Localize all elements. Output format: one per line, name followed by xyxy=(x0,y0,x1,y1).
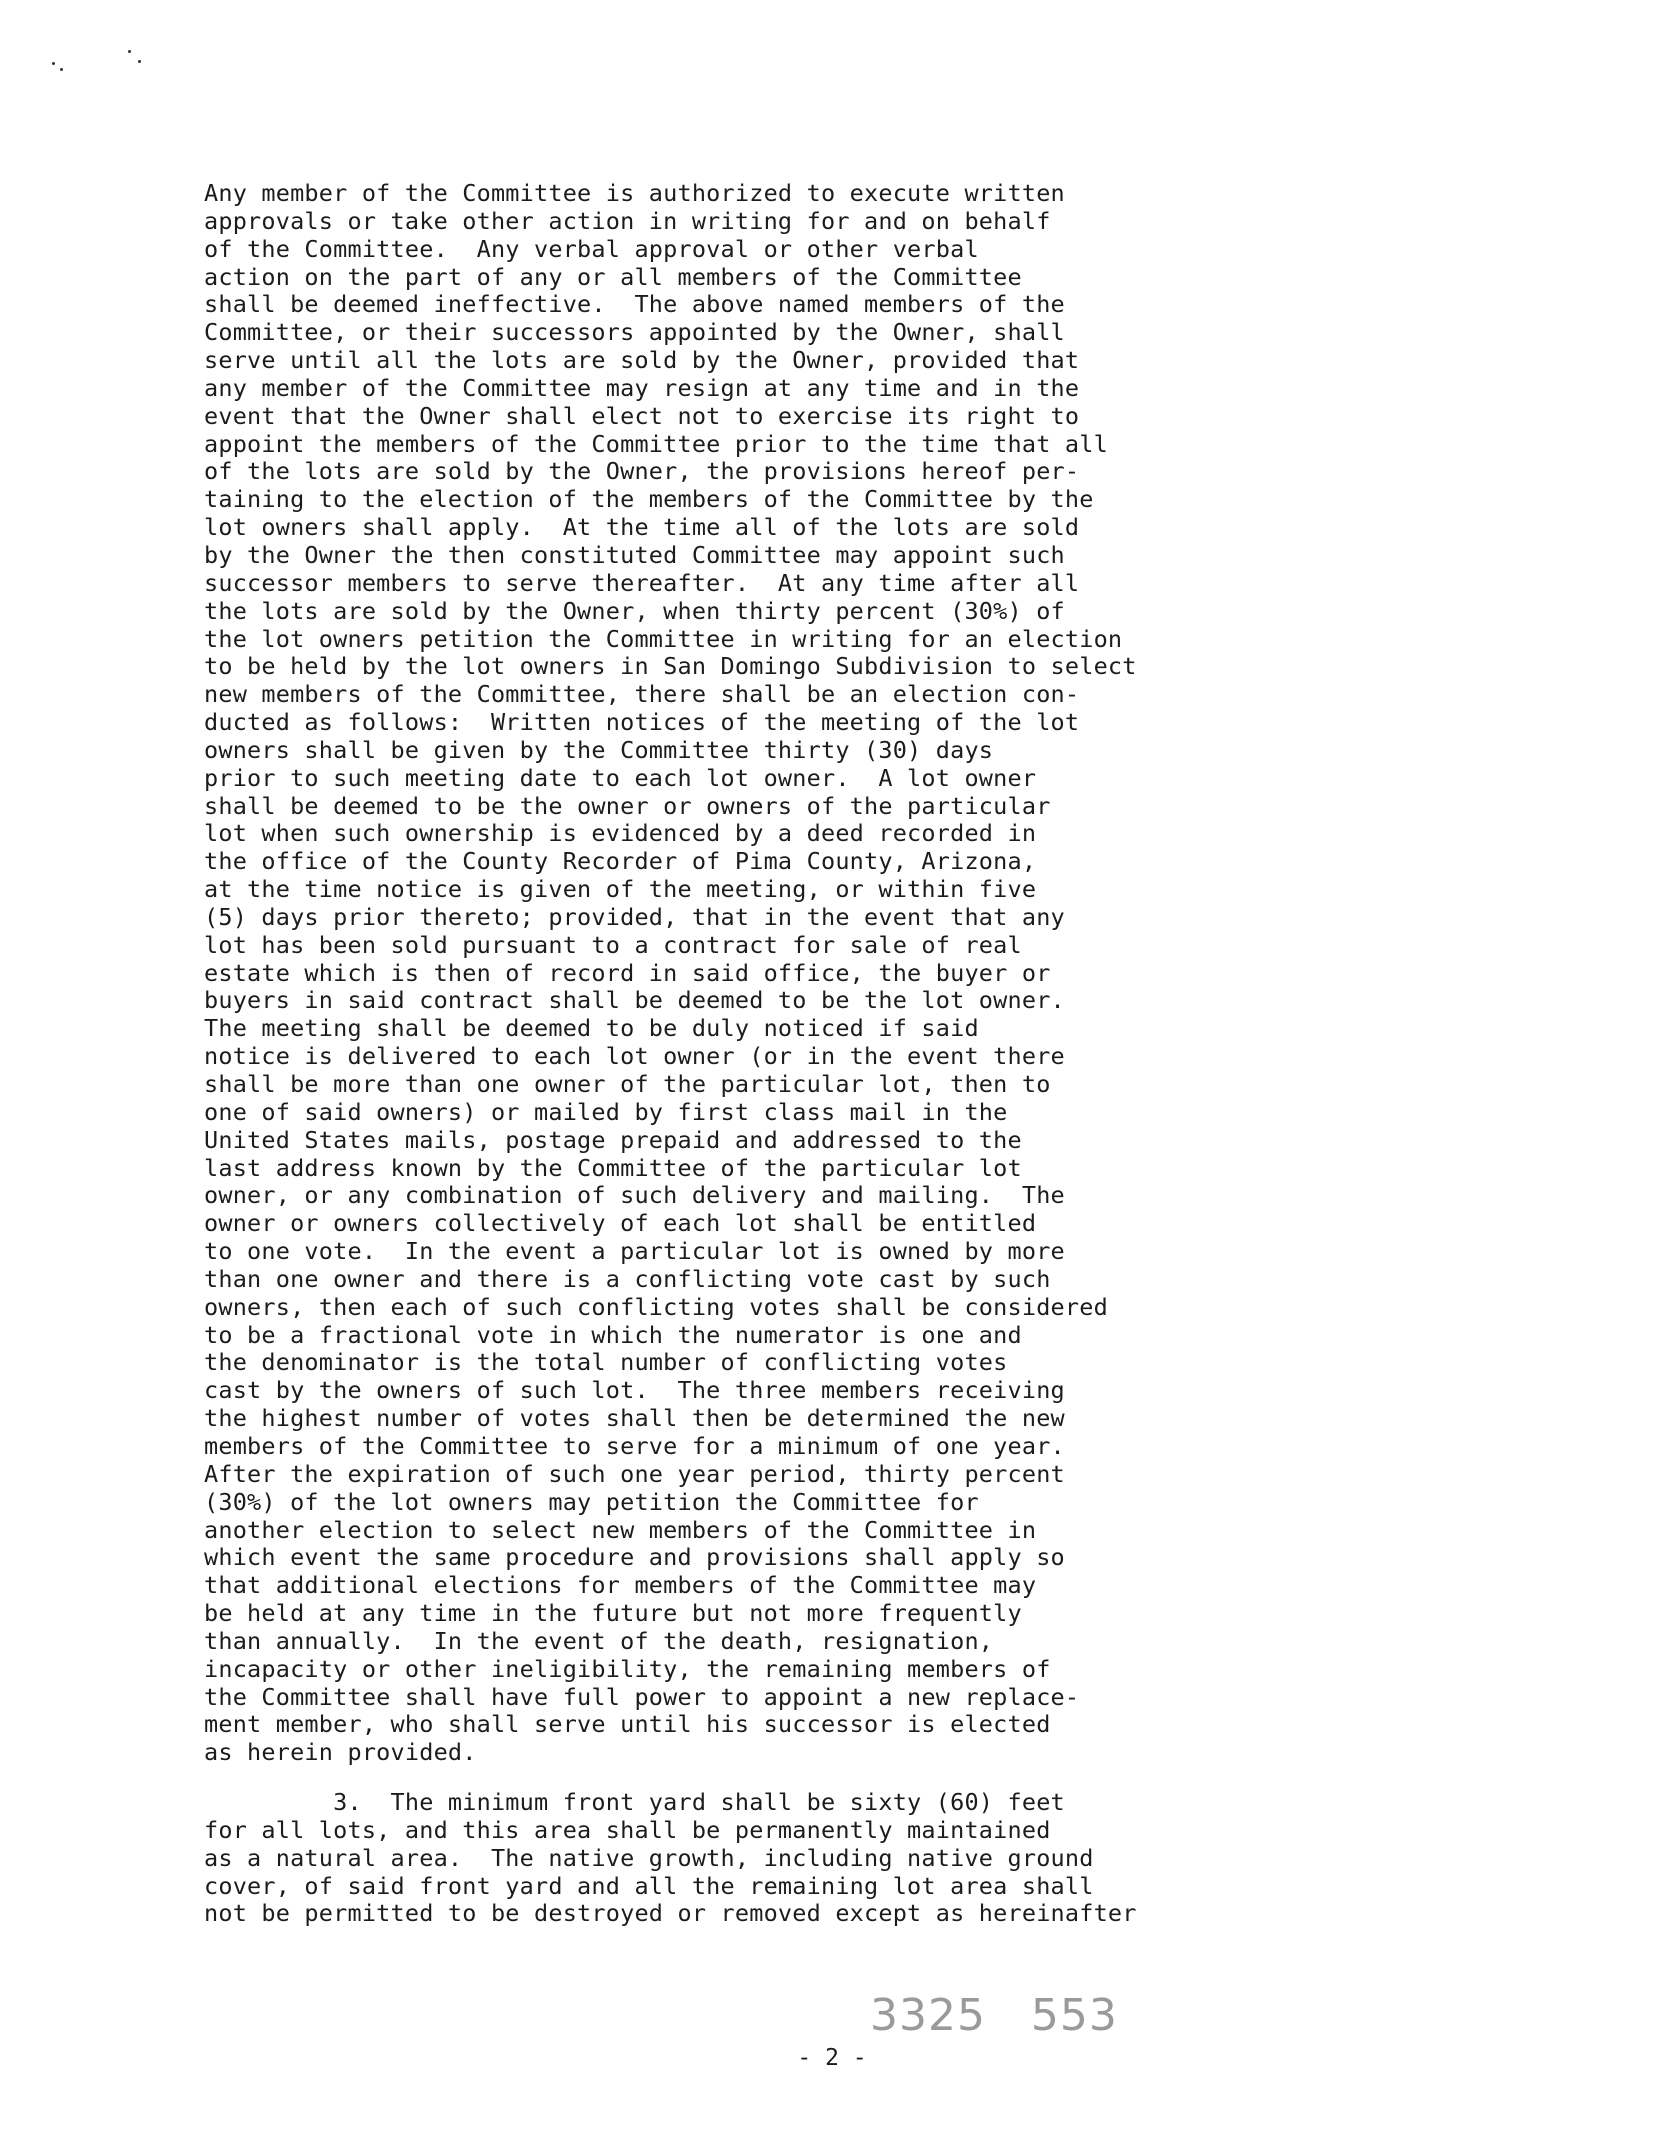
text-line: successor members to serve thereafter. At any time after all xyxy=(204,568,1080,597)
text-line: 3. The minimum front yard shall be sixty (60) feet xyxy=(204,1788,1065,1817)
text-line: Committee, or their successors appointed by the Owner, shall xyxy=(204,318,1065,347)
text-line: notice is delivered to each lot owner (or in the event there xyxy=(204,1042,1065,1071)
text-line: cover, of said front yard and all the remaining lot area shall xyxy=(204,1871,1094,1900)
text-line: another election to select new members of the Committee in xyxy=(204,1515,1037,1544)
text-line: the lots are sold by the Owner, when thirty percent (30%) of xyxy=(204,596,1065,625)
text-line: the highest number of votes shall then be determined the new xyxy=(204,1404,1065,1433)
text-line: as a natural area. The native growth, including native ground xyxy=(204,1843,1094,1872)
text-line: for all lots, and this area shall be permanently maintained xyxy=(204,1815,1051,1844)
text-line: to be a fractional vote in which the numerator is one and xyxy=(204,1320,1022,1349)
text-line: United States mails, postage prepaid and addressed to the xyxy=(204,1125,1022,1154)
text-line: After the expiration of such one year period, thirty percent xyxy=(204,1459,1065,1488)
text-line: estate which is then of record in said office, the buyer or xyxy=(204,958,1051,987)
text-line: shall be deemed ineffective. The above named members of the xyxy=(204,290,1065,319)
text-line: that additional elections for members of the Committee may xyxy=(204,1571,1037,1600)
scan-speck xyxy=(52,62,55,65)
text-line: to be held by the lot owners in San Domingo Subdivision to select xyxy=(204,652,1137,681)
text-line: to one vote. In the event a particular lot is owned by more xyxy=(204,1237,1065,1266)
text-line: than annually. In the event of the death, resignation, xyxy=(204,1626,994,1655)
text-line: any member of the Committee may resign at any time and in the xyxy=(204,373,1080,402)
text-line: the denominator is the total number of conflicting votes xyxy=(204,1348,1008,1377)
text-line: last address known by the Committee of the particular lot xyxy=(204,1153,1022,1182)
text-line: cast by the owners of such lot. The three members receiving xyxy=(204,1376,1065,1405)
paragraph-front-yard xyxy=(204,1789,1324,1928)
text-line: not be permitted to be destroyed or removed except as hereinafter xyxy=(204,1899,1137,1928)
text-line: lot when such ownership is evidenced by a deed recorded in xyxy=(204,819,1037,848)
text-line: (30%) of the lot owners may petition the Committee for xyxy=(204,1487,979,1516)
page-number: - 2 - xyxy=(797,2045,867,2071)
text-line: owners shall be given by the Committee thirty (30) days xyxy=(204,735,994,764)
text-line: approvals or take other action in writing for and on behalf xyxy=(204,206,1051,235)
text-line: incapacity or other ineligibility, the remaining members of xyxy=(204,1654,1051,1683)
scan-speck xyxy=(60,68,63,71)
text-line: the office of the County Recorder of Pima County, Arizona, xyxy=(204,847,1037,876)
text-line: be held at any time in the future but not more frequently xyxy=(204,1599,1022,1628)
scan-speck xyxy=(138,60,141,63)
text-line: lot owners shall apply. At the time all of the lots are sold xyxy=(204,513,1080,542)
text-line: the lot owners petition the Committee in writing for an election xyxy=(204,624,1123,653)
text-line: event that the Owner shall elect not to exercise its right to xyxy=(204,401,1080,430)
text-line: owner, or any combination of such delivery and mailing. The xyxy=(204,1181,1065,1210)
text-line: members of the Committee to serve for a minimum of one year. xyxy=(204,1431,1065,1460)
recording-stamp: 3325 553 xyxy=(870,1990,1118,2041)
scan-speck xyxy=(128,50,131,53)
document-body xyxy=(204,180,1324,1928)
text-line: (5) days prior thereto; provided, that in the event that any xyxy=(204,902,1065,931)
text-line: one of said owners) or mailed by first class mail in the xyxy=(204,1097,1008,1126)
text-line: owner or owners collectively of each lot shall be entitled xyxy=(204,1209,1037,1238)
text-line: ment member, who shall serve until his successor is elected xyxy=(204,1710,1051,1739)
text-line: action on the part of any or all members of the Committee xyxy=(204,262,1022,291)
text-line: ducted as follows: Written notices of the meeting of the lot xyxy=(204,708,1080,737)
text-line: buyers in said contract shall be deemed to be the lot owner. xyxy=(204,986,1065,1015)
text-line: taining to the election of the members of the Committee by the xyxy=(204,485,1094,514)
text-line: as herein provided. xyxy=(204,1738,477,1767)
text-line: of the lots are sold by the Owner, the provisions hereof per- xyxy=(204,457,1080,486)
text-line: of the Committee. Any verbal approval or other verbal xyxy=(204,234,979,263)
text-line: prior to such meeting date to each lot owner. A lot owner xyxy=(204,763,1037,792)
text-line: The meeting shall be deemed to be duly noticed if said xyxy=(204,1014,979,1043)
text-line: by the Owner the then constituted Committee may appoint such xyxy=(204,540,1065,569)
text-line: new members of the Committee, there shall be an election con- xyxy=(204,680,1080,709)
text-line: Any member of the Committee is authorized to execute written xyxy=(204,179,1065,207)
paragraph-committee-election xyxy=(204,180,1324,1767)
text-line: at the time notice is given of the meeting, or within five xyxy=(204,875,1037,904)
text-line: which event the same procedure and provisions shall apply so xyxy=(204,1543,1065,1572)
text-line: than one owner and there is a conflicting vote cast by such xyxy=(204,1264,1051,1293)
text-line: lot has been sold pursuant to a contract for sale of real xyxy=(204,930,1022,959)
text-line: owners, then each of such conflicting votes shall be considered xyxy=(204,1292,1108,1321)
text-line: shall be more than one owner of the particular lot, then to xyxy=(204,1070,1051,1098)
text-line: appoint the members of the Committee prior to the time that all xyxy=(204,429,1108,458)
text-line: the Committee shall have full power to appoint a new replace- xyxy=(204,1682,1080,1711)
text-line: serve until all the lots are sold by the Owner, provided that xyxy=(204,346,1080,375)
text-line: shall be deemed to be the owner or owners of the particular xyxy=(204,791,1051,820)
